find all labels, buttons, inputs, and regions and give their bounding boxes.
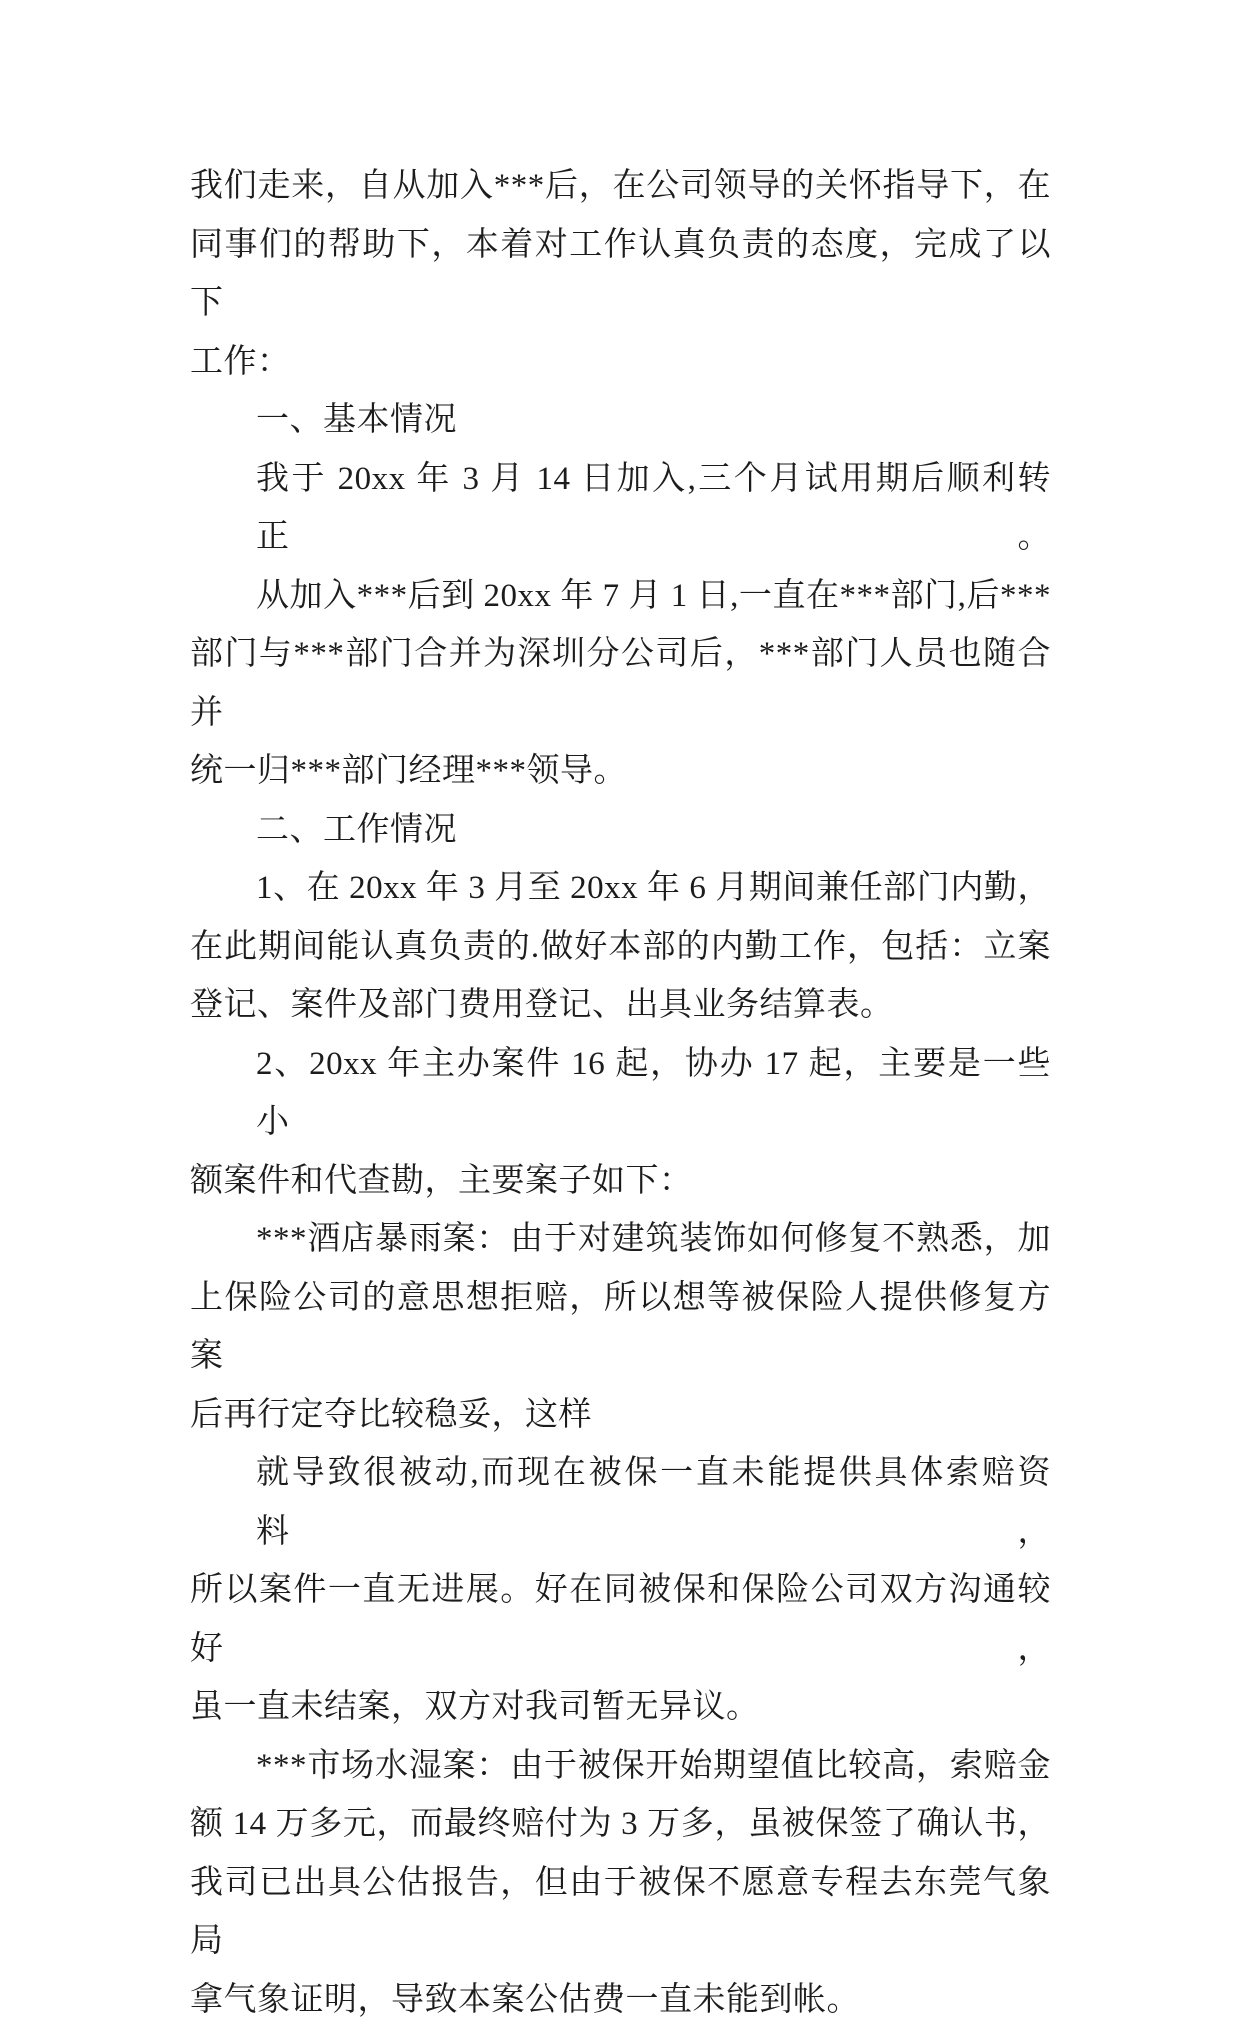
text-line: 拿气象证明，导致本案公估费一直未能到帐。 — [190, 1971, 1051, 2029]
text-line: 从加入***后到 20xx 年 7 月 1 日,一直在***部门,后*** — [190, 567, 1051, 626]
paragraph — [190, 1035, 1051, 1211]
text-line: 统一归***部门经理***领导。 — [190, 742, 1051, 801]
paragraph — [190, 567, 1051, 801]
text-line: ***市场水湿案：由于被保开始期望值比较高，索赔金 — [190, 1737, 1051, 1796]
paragraph — [190, 157, 1051, 391]
text-line: 我于 20xx 年 3 月 14 日加入,三个月试用期后顺利转正。 — [190, 450, 1051, 567]
text-line: 1、在 20xx 年 3 月至 20xx 年 6 月期间兼任部门内勤， — [190, 859, 1051, 918]
paragraph — [190, 450, 1051, 567]
text-line: 额 14 万多元，而最终赔付为 3 万多，虽被保签了确认书， — [190, 1795, 1051, 1854]
text-line: 一、基本情况 — [190, 391, 1051, 450]
text-line: 虽一直未结案，双方对我司暂无异议。 — [190, 1678, 1051, 1737]
paragraph — [190, 801, 1051, 860]
text-line: 登记、案件及部门费用登记、出具业务结算表。 — [190, 976, 1051, 1035]
paragraph — [190, 1210, 1051, 1444]
text-line: 我司已出具公估报告，但由于被保不愿意专程去东莞气象局 — [190, 1854, 1051, 1971]
text-line: 上保险公司的意思想拒赔，所以想等被保险人提供修复方案 — [190, 1269, 1051, 1386]
paragraph — [190, 391, 1051, 450]
text-line: 二、工作情况 — [190, 801, 1051, 860]
text-line: 我们走来，自从加入***后，在公司领导的关怀指导下，在 — [190, 157, 1051, 216]
text-line: 后再行定夺比较稳妥，这样 — [190, 1386, 1051, 1445]
text-line: 部门与***部门合并为深圳分公司后，***部门人员也随合并 — [190, 625, 1051, 742]
text-line: 额案件和代查勘，主要案子如下： — [190, 1152, 1051, 1211]
text-line: ***酒店暴雨案：由于对建筑装饰如何修复不熟悉，加 — [190, 1210, 1051, 1269]
paragraph — [190, 1737, 1051, 2029]
paragraph — [190, 1444, 1051, 1737]
text-line: 工作： — [190, 333, 1051, 392]
text-line: 在此期间能认真负责的.做好本部的内勤工作，包括：立案 — [190, 918, 1051, 977]
text-line: 2、20xx 年主办案件 16 起，协办 17 起，主要是一些小 — [190, 1035, 1051, 1152]
text-line: 就导致很被动,而现在被保一直未能提供具体索赔资料， — [190, 1444, 1051, 1561]
paragraph — [190, 859, 1051, 1035]
text-line: 所以案件一直无进展。好在同被保和保险公司双方沟通较好， — [190, 1561, 1051, 1678]
text-line: 同事们的帮助下，本着对工作认真负责的态度，完成了以下 — [190, 216, 1051, 333]
